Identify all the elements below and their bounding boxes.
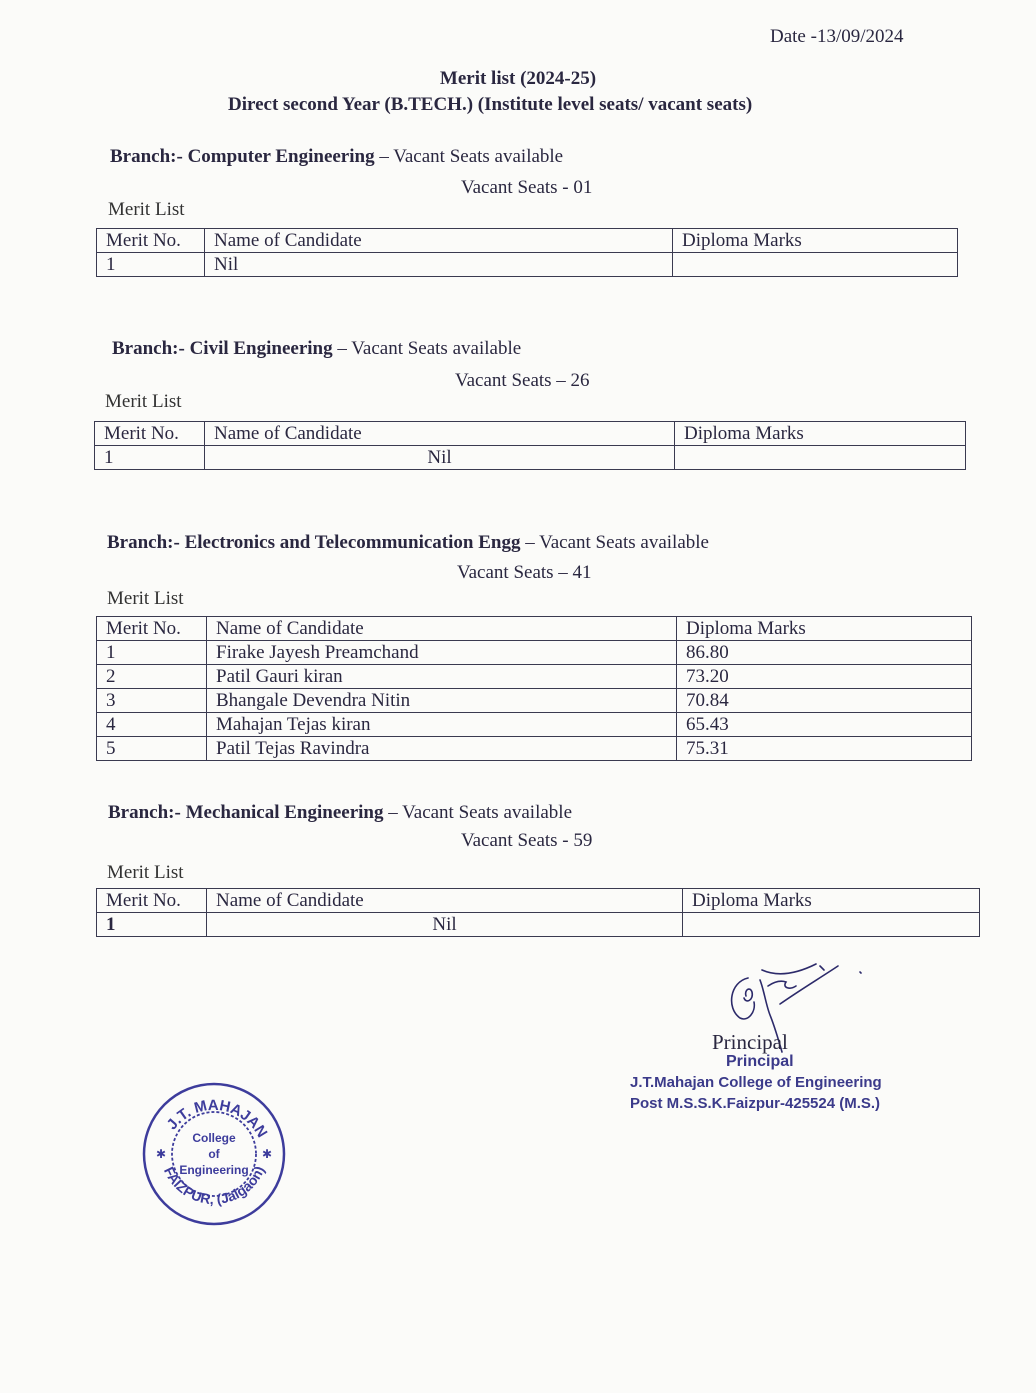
header-marks: Diploma Marks [675, 422, 966, 446]
header-merit-no: Merit No. [95, 422, 205, 446]
merit-list-label: Merit List [107, 588, 184, 609]
branch-heading [112, 338, 521, 360]
table-row [97, 713, 972, 737]
merit-no-cell: 3 [97, 689, 207, 713]
header-marks: Diploma Marks [683, 889, 980, 913]
header-marks: Diploma Marks [673, 229, 958, 253]
table-header-row [97, 229, 958, 253]
merit-no-cell: 1 [97, 253, 205, 277]
header-name: Name of Candidate [205, 229, 673, 253]
merit-no-cell: 4 [97, 713, 207, 737]
marks-cell: 86.80 [677, 641, 972, 665]
header-name: Name of Candidate [205, 422, 675, 446]
merit-table-entc [96, 616, 972, 761]
marks-cell: 75.31 [677, 737, 972, 761]
merit-list-label: Merit List [105, 391, 182, 412]
table-row [97, 689, 972, 713]
header-merit-no: Merit No. [97, 617, 207, 641]
principal-label: Principal [712, 1030, 788, 1054]
seats-available-text: – Vacant Seats available [337, 338, 522, 359]
seal-star-icon: ✱ [156, 1147, 167, 1161]
stamp-college: J.T.Mahajan College of Engineering [630, 1074, 882, 1091]
marks-cell [683, 913, 980, 937]
merit-table-civil [94, 421, 966, 470]
name-cell: Nil [205, 446, 675, 470]
branch-heading [108, 802, 572, 824]
table-header-row [95, 422, 966, 446]
name-cell: Nil [207, 913, 683, 937]
branch-name: Branch:- Civil Engineering [112, 338, 333, 359]
name-cell: Nil [205, 253, 673, 277]
merit-no-cell: 5 [97, 737, 207, 761]
seats-available-text: – Vacant Seats available [388, 802, 573, 823]
merit-no-cell: 1 [97, 913, 207, 937]
branch-name: Branch:- Mechanical Engineering [108, 802, 384, 823]
marks-cell: 65.43 [677, 713, 972, 737]
header-merit-no: Merit No. [97, 889, 207, 913]
table-row [97, 737, 972, 761]
branch-heading [107, 532, 709, 554]
table-header-row [97, 617, 972, 641]
name-cell: Mahajan Tejas kiran [207, 713, 677, 737]
seal-bottom-text: FAIZPUR, (Jalgaon) [160, 1163, 268, 1208]
vacant-seats-count: Vacant Seats – 41 [457, 562, 592, 583]
table-row [97, 641, 972, 665]
seal-star-icon: ✱ [262, 1147, 273, 1161]
table-row [97, 253, 958, 277]
name-cell: Firake Jayesh Preamchand [207, 641, 677, 665]
document-date: Date -13/09/2024 [770, 26, 904, 47]
seal-inner-line: College [192, 1131, 236, 1145]
header-name: Name of Candidate [207, 617, 677, 641]
merit-table-computer [96, 228, 958, 277]
merit-list-label: Merit List [108, 199, 185, 220]
seal-top-text: J.T. MAHAJAN [163, 1096, 271, 1141]
document-title: Merit list (2024-25) [439, 68, 597, 89]
merit-no-cell: 1 [97, 641, 207, 665]
name-cell: Patil Gauri kiran [207, 665, 677, 689]
name-cell: Bhangale Devendra Nitin [207, 689, 677, 713]
merit-list-label: Merit List [107, 862, 184, 883]
header-marks: Diploma Marks [677, 617, 972, 641]
vacant-seats-count: Vacant Seats – 26 [455, 370, 590, 391]
marks-cell [673, 253, 958, 277]
header-merit-no: Merit No. [97, 229, 205, 253]
table-row [97, 665, 972, 689]
merit-no-cell: 1 [95, 446, 205, 470]
marks-cell: 70.84 [677, 689, 972, 713]
marks-cell: 73.20 [677, 665, 972, 689]
seal-inner-line: of [208, 1147, 220, 1161]
seats-available-text: – Vacant Seats available [379, 146, 564, 167]
header-name: Name of Candidate [207, 889, 683, 913]
stamp-address: Post M.S.S.K.Faizpur-425524 (M.S.) [630, 1095, 881, 1112]
table-row [95, 446, 966, 470]
stamp-title: Principal [726, 1053, 794, 1070]
table-header-row [97, 889, 980, 913]
seats-available-text: – Vacant Seats available [525, 532, 709, 553]
branch-heading [110, 146, 563, 168]
branch-name: Branch:- Computer Engineering [110, 146, 375, 167]
merit-no-cell: 2 [97, 665, 207, 689]
college-seal [140, 1080, 288, 1228]
document-subtitle: Direct second Year (B.TECH.) (Institute level seats/ vacant seats) [228, 94, 753, 115]
table-row [97, 913, 980, 937]
seal-inner-line: Engineering [179, 1163, 249, 1177]
vacant-seats-count: Vacant Seats - 01 [461, 177, 593, 198]
branch-name: Branch:- Electronics and Telecommunication Engg [107, 532, 521, 553]
merit-table-mechanical [96, 888, 980, 937]
vacant-seats-count: Vacant Seats - 59 [461, 830, 593, 851]
marks-cell [675, 446, 966, 470]
name-cell: Patil Tejas Ravindra [207, 737, 677, 761]
